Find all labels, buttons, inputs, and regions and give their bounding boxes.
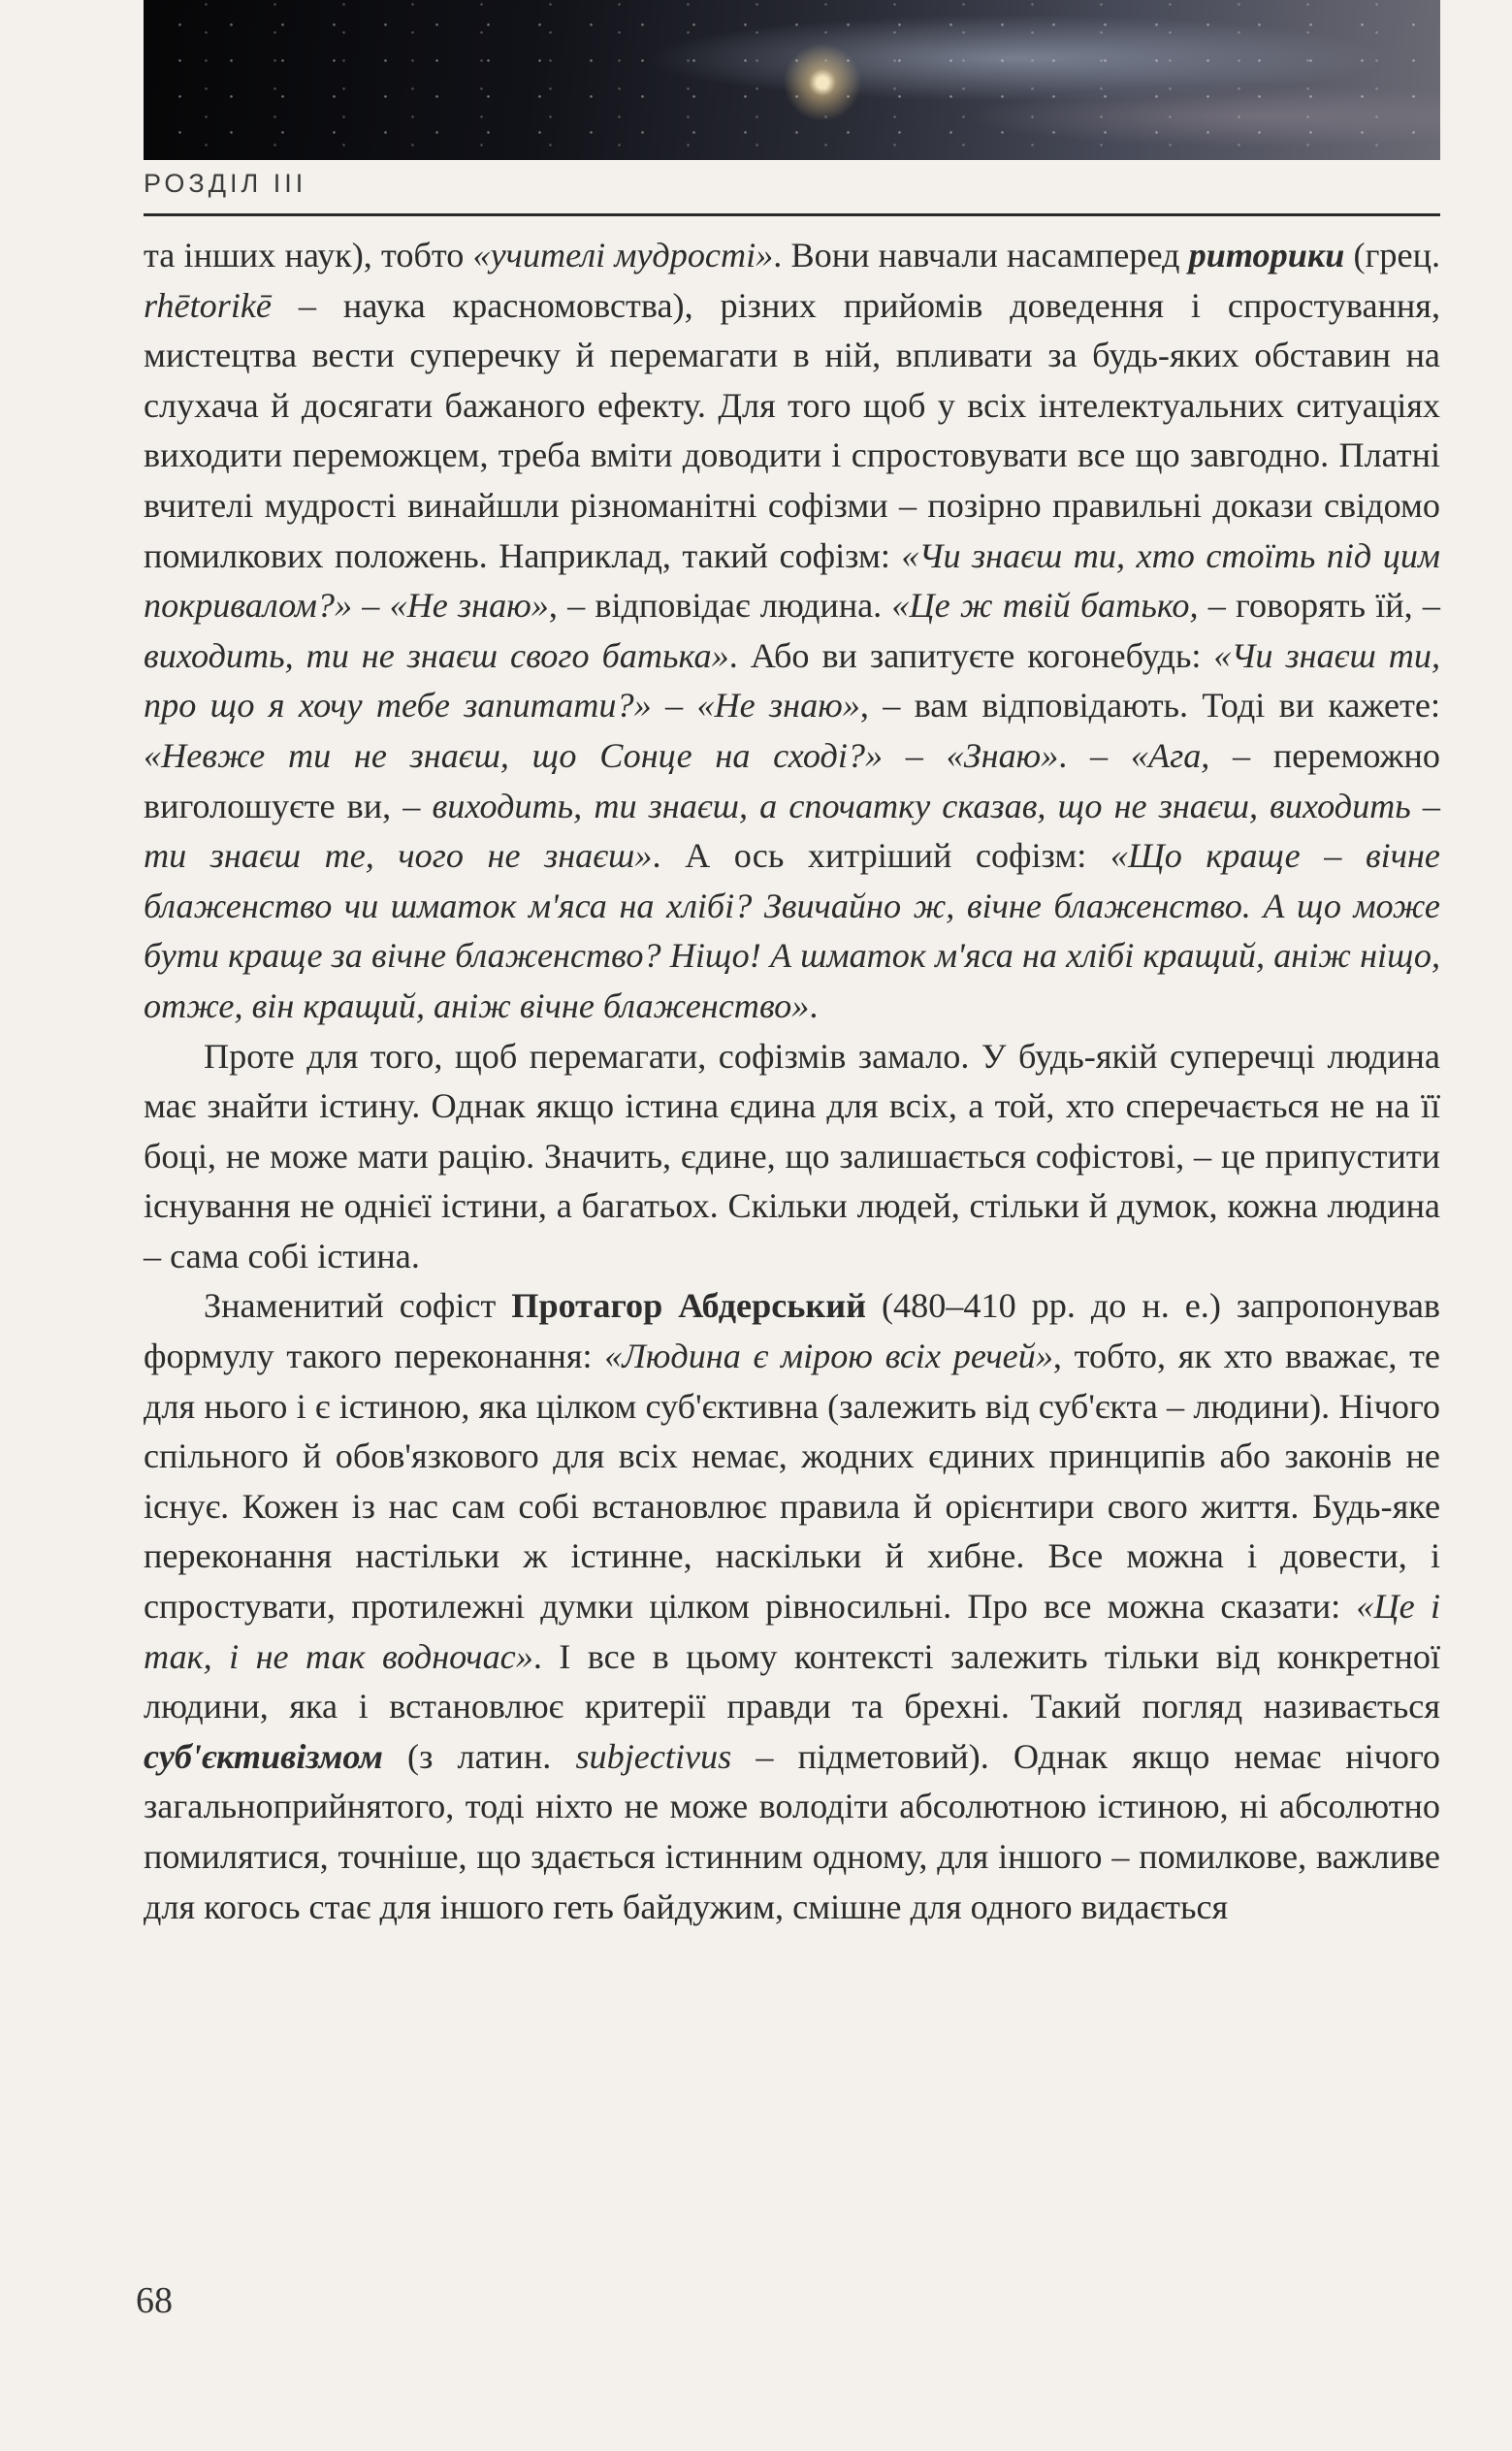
text-run: , тобто, як хто вважає, те для нього і є істиною, яка цілком суб'єктивна (залежить від суб'єкта – людини). Нічого спільного й обов'язкового для всіх немає, жодних єдиних принципів або законів не існує. Кожен із нас сам собі встановлює правила й орієнтири свого життя. Будь-яке переконання настільки ж істинне, наскільки й хибне. Все можна і довести, і спростувати, протилежні думки цілком рівносильні. Про все можна сказати:	[144, 1337, 1440, 1627]
italic-run: «Це ж твій батько,	[891, 586, 1199, 626]
italic-run: «Знаю»	[946, 735, 1059, 775]
italic-run: «Чи знаєш ти, хто стоїть під цим покривалом?»	[144, 535, 1441, 626]
text-run: –	[352, 586, 390, 626]
section-label: РОЗДІЛ III	[144, 169, 307, 198]
italic-run: виходить, ти знаєш, а спочатку сказав, що не знаєш, виходить – ти знаєш те, чого не знаєш»	[144, 786, 1440, 876]
text-run: –	[883, 735, 947, 775]
italic-run: «Невже ти не знаєш, що Сонце на сході?»	[144, 735, 884, 775]
italic-run: rhētorikē	[144, 285, 272, 325]
paragraph	[144, 1281, 1440, 1932]
text-run: . А ось хитріший софізм:	[652, 836, 1110, 876]
text-run: (грец.	[1344, 236, 1440, 274]
text-run: . –	[1058, 735, 1131, 775]
header-rule	[144, 213, 1440, 216]
text-run: – підметовий). Однак якщо немає нічого загальноприйнятого, тоді ніхто не може володіти абсолютною істиною, ні абсолютно помилятися, точніше, що здається істинним одному, для іншого – помилкове, важливе для когось стає для іншого геть байдужим, смішне для одного видається	[144, 1736, 1440, 1926]
italic-run: «Людина є мірою всіх речей»	[604, 1337, 1053, 1376]
text-run: – говорять їй, –	[1198, 586, 1441, 626]
text-run: , – вам відповідають. Тоді ви кажете:	[859, 686, 1441, 726]
text-run: . І все в цьому контексті залежить тільки від конкретної людини, яка і встановлює критерії правди та брехні. Такий погляд називається	[144, 1636, 1440, 1726]
text-run: .	[809, 985, 819, 1025]
italic-run: «Ага,	[1130, 735, 1210, 775]
page-number: 68	[136, 2280, 173, 2321]
italic-run: «Чи знаєш ти, про що я хочу тебе запитати?»	[144, 635, 1440, 726]
header-banner-image	[144, 0, 1440, 160]
text-run: Проте для того, щоб перемагати, софізмів замало. У будь-якій суперечці людина має знайти істину. Однак якщо істина єдина для всіх, а той, хто сперечається не на її боці, не може мати рацію. Значить, єдине, що залишається софістові, – це припустити існування не однієї істини, а багатьох. Скільки людей, стільки й думок, кожна людина – сама собі істина.	[144, 1036, 1440, 1275]
italic-run: виходить, ти не знаєш свого батька»	[144, 635, 729, 675]
text-run: та інших наук), тобто	[144, 236, 473, 274]
text-run: –	[651, 686, 697, 726]
italic-run: «Не знаю»	[696, 686, 860, 726]
text-run: – наука красномовства), різних прийомів доведення і спростування, мистецтва вести суперечку й перемагати в ній, впливати за будь-яких обставин на слухача й досягати бажаного ефекту. Для того щоб у всіх інтелектуальних ситуаціях виходити переможцем, треба вміти доводити і спростовувати все що завгодно. Платні вчителі мудрості винайшли різноманітні софізми – позірно правильні докази свідомо помилкових положень. Наприклад, такий софізм:	[144, 285, 1440, 575]
text-run: . Або ви запитуєте когонебудь:	[728, 635, 1214, 675]
italic-run: «Не знаю»	[389, 586, 549, 626]
paragraph	[144, 1032, 1440, 1282]
italic-run: «Це і так, і не так водночас»	[144, 1587, 1440, 1676]
italic-run: subjectivus	[575, 1736, 732, 1776]
text-run: , – відповідає людина.	[548, 586, 892, 626]
italic-run: «Що краще – вічне блаженство чи шматок м'яса на хлібі? Звичайно ж, вічне блаженство. А що може бути краще за вічне блаженство? Ніщо! А шматок м'яса на хлібі кращий, аніж ніщо, отже, він кращий, аніж вічне блаженство»	[144, 836, 1440, 1025]
text-run: . Вони навчали насамперед	[773, 236, 1189, 274]
text-run: (з латин.	[382, 1736, 576, 1776]
text-run: – переможно виголошуєте ви, –	[144, 735, 1441, 825]
paragraph	[144, 231, 1440, 1032]
bold-italic-term: риторики	[1188, 236, 1345, 274]
bold-term: Протагор Абдерський	[511, 1286, 866, 1326]
text-run: (480–410 рр. до н. е.) запропонував формулу такого переконання:	[144, 1286, 1440, 1376]
italic-run: «учителі мудрості»	[472, 236, 774, 274]
body-text	[144, 231, 1440, 1932]
bold-italic-term: суб'єктивізмом	[144, 1736, 383, 1776]
text-run: Знаменитий софіст	[204, 1286, 512, 1326]
